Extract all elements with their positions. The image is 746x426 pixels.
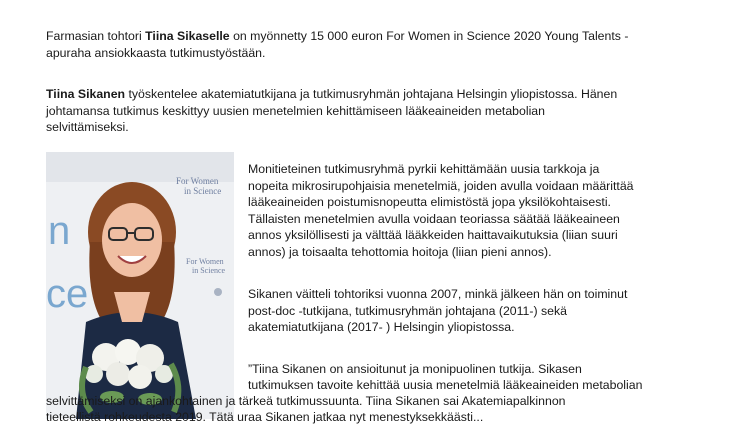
bio-name: Tiina Sikanen	[46, 87, 126, 101]
career-line: akatemiatutkijana (2017- ) Helsingin yliopistossa.	[248, 320, 515, 334]
bio-paragraph	[46, 86, 706, 136]
intro-line-2: apuraha ansiokkaasta tutkimustyöstään.	[46, 45, 266, 60]
career-paragraph	[248, 286, 708, 336]
research-line: Tällaisten menetelmien avulla voidaan teoriassa säätää lääkeaineen	[248, 211, 620, 226]
career-line: Sikanen väitteli tohtoriksi vuonna 2007, minkä jälkeen hän on toiminut	[248, 287, 628, 301]
bio-line-3: selvittämiseksi.	[46, 120, 129, 134]
intro-name: Tiina Sikaselle	[145, 29, 230, 43]
intro-prefix: Farmasian tohtori	[46, 29, 146, 43]
banner-logo-text-1: For Women	[176, 176, 219, 186]
research-line: annos) ja toisaalta tehottomia hoitoja (liian pieni annos).	[248, 244, 552, 259]
banner-logo-text-3: For Women	[186, 257, 224, 266]
banner-partial-letters-2: ce	[46, 272, 89, 316]
intro-paragraph	[46, 28, 706, 61]
intro-rest: on myönnetty 15 000 euron For Women in Science 2020 Young Talents -	[229, 29, 629, 43]
research-line: lääkeaineiden poistumisnopeutta elimistöstä jopa yksilökohtaisesti.	[248, 195, 611, 209]
quote-line-4: tieteellistä rohkeudesta 2019. Tätä uraa Sikanen jatkaa nyt menestyksekkäästi...	[46, 410, 484, 424]
banner-logo-text-4: in Science	[192, 266, 226, 275]
research-line: nopeita mikrosirupohjaisia menetelmiä, joiden avulla voidaan määrittää	[248, 178, 634, 193]
bio-line-1: työskentelee akatemiatutkijana ja tutkimusryhmän johtajana Helsingin yliopistossa. Hänen	[125, 87, 618, 101]
quote-line-2: tutkimuksen tavoite kehittää uusia menetelmiä lääkeaineiden metabolian	[248, 378, 643, 392]
research-paragraph	[248, 161, 708, 260]
banner-logo-text-2: in Science	[184, 186, 222, 196]
quote-line-1: ”Tiina Sikanen on ansioitunut ja monipuolinen tutkija. Sikasen	[248, 362, 582, 376]
research-line: annos yksilöllisesti ja välttää lääkkeiden haittavaikutuksia (liian suuri	[248, 228, 618, 242]
quote-line-3: selvittämiseksi on ajankohtainen ja tärkeä tutkimussuunta. Tiina Sikanen sai Akatemiapalkinnon	[46, 394, 566, 408]
career-line: post-doc -tutkijana, tutkimusryhmän johtajana (2011-) sekä	[248, 303, 567, 318]
bio-line-2: johtamansa tutkimus keskittyy uusien menetelmien kehittämiseen lääkeaineiden metabolian	[46, 103, 545, 118]
portrait-photo	[46, 152, 234, 419]
banner-partial-letter: n	[48, 209, 71, 253]
research-line: Monitieteinen tutkimusryhmä pyrkii kehittämään uusia tarkkoja ja	[248, 162, 600, 176]
